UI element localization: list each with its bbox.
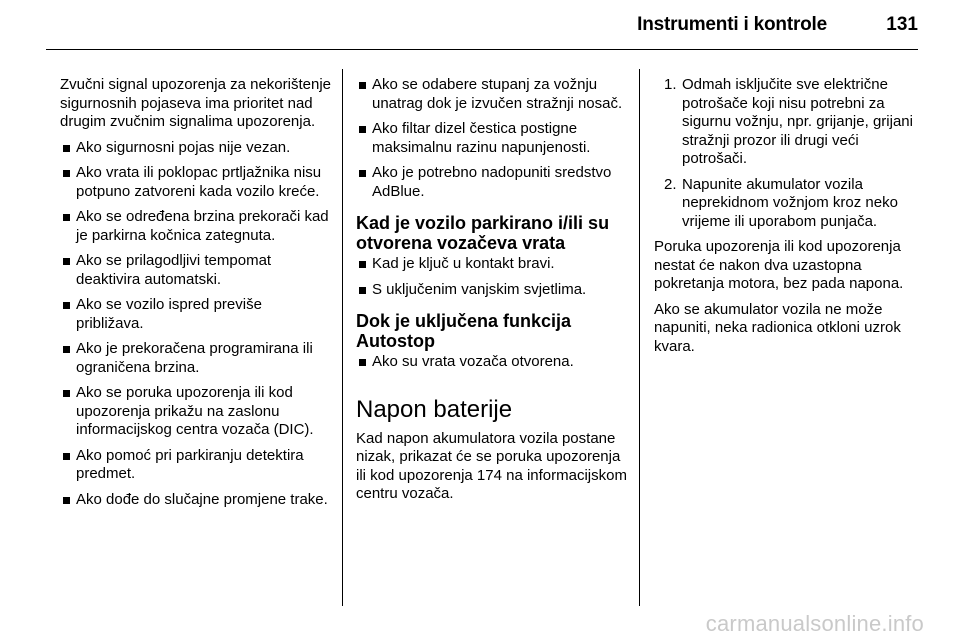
bullet-icon	[63, 453, 70, 460]
column-divider-1	[342, 69, 343, 606]
bullet-icon	[359, 359, 366, 366]
steps-list	[654, 76, 926, 231]
intro-paragraph: Zvučni signal upozorenja za nekorištenje sigurnosnih pojaseva ima prioritet nad drugim zvučnim signalima upozorenja.	[60, 76, 331, 130]
warning-list-continued	[356, 76, 630, 201]
list-item: Ako se odabere stupanj za vožnju unatrag dok je izvučen stražnji nosač.	[356, 76, 630, 113]
bullet-icon	[359, 261, 366, 268]
header-title: Instrumenti i kontrole	[637, 14, 827, 35]
bullet-icon	[359, 170, 366, 177]
bullet-icon	[63, 346, 70, 353]
section-title-battery: Napon baterije	[356, 395, 513, 423]
bullet-icon	[63, 302, 70, 309]
bullet-icon	[63, 497, 70, 504]
watermark: carmanualsonline.info	[705, 611, 924, 636]
bullet-icon	[63, 170, 70, 177]
header-rule	[46, 49, 918, 50]
page-number: 131	[886, 14, 918, 35]
list-item: S uključenim vanjskim svjetlima.	[356, 281, 630, 300]
bullet-icon	[359, 126, 366, 133]
bullet-icon	[63, 258, 70, 265]
list-item: Ako je prekoračena programirana ili ograničena brzina.	[60, 340, 332, 377]
column-1	[60, 76, 332, 516]
step-item: 1. Odmah isključite sve električne potrošače koji nisu potrebni za sigurnu vožnju, npr. grijanje, grijani stražnji prozor ili drugi veći potrošači.	[664, 76, 913, 167]
column-3	[654, 76, 926, 363]
list-item: Ako vrata ili poklopac prtljažnika nisu potpuno zatvoreni kada vozilo kreće.	[60, 164, 332, 201]
list-item: Ako filtar dizel čestica postigne maksimalnu razinu napunjenosti.	[356, 120, 630, 157]
column-2	[356, 76, 630, 511]
autostop-list	[356, 353, 630, 372]
list-item: Kad je ključ u kontakt bravi.	[356, 255, 630, 274]
bullet-icon	[359, 82, 366, 89]
list-item: Ako pomoć pri parkiranju detektira predmet.	[60, 447, 332, 484]
list-item: Ako sigurnosni pojas nije vezan.	[60, 139, 332, 158]
list-item: Ako je potrebno nadopuniti sredstvo AdBlue.	[356, 164, 630, 201]
paragraph-warning-clears: Poruka upozorenja ili kod upozorenja nestat će nakon dva uzastopna pokretanja motora, bez pada napona.	[654, 238, 904, 292]
list-item: Ako se određena brzina prekorači kad je parkirna kočnica zategnuta.	[60, 208, 332, 245]
list-item: Ako se vozilo ispred previše približava.	[60, 296, 332, 333]
heading-autostop: Dok je uključena funkcija Autostop	[356, 311, 572, 351]
battery-paragraph: Kad napon akumulatora vozila postane nizak, prikazat će se poruka upozorenja ili kod upozorenja 174 na informacijskom centru vozača.	[356, 429, 627, 502]
heading-parked: Kad je vozilo parkirano i/ili su otvorena vozačeva vrata	[356, 213, 610, 253]
bullet-icon	[63, 145, 70, 152]
list-item: Ako dođe do slučajne promjene trake.	[60, 491, 332, 510]
column-divider-2	[639, 69, 640, 606]
parked-list	[356, 255, 630, 299]
step-item: 2. Napunite akumulator vozila neprekidnom vožnjom kroz neko vrijeme ili uporabom punjača.	[664, 175, 898, 230]
bullet-icon	[63, 214, 70, 221]
paragraph-workshop: Ako se akumulator vozila ne može napuniti, neka radionica otkloni uzrok kvara.	[654, 300, 901, 355]
bullet-icon	[63, 390, 70, 397]
list-item: Ako se poruka upozorenja ili kod upozorenja prikažu na zaslonu informacijskog centra vozača (DIC).	[60, 384, 332, 440]
bullet-icon	[359, 287, 366, 294]
list-item: Ako su vrata vozača otvorena.	[356, 353, 630, 372]
list-item: Ako se prilagodljivi tempomat deaktivira automatski.	[60, 252, 332, 289]
warning-list	[60, 139, 332, 510]
